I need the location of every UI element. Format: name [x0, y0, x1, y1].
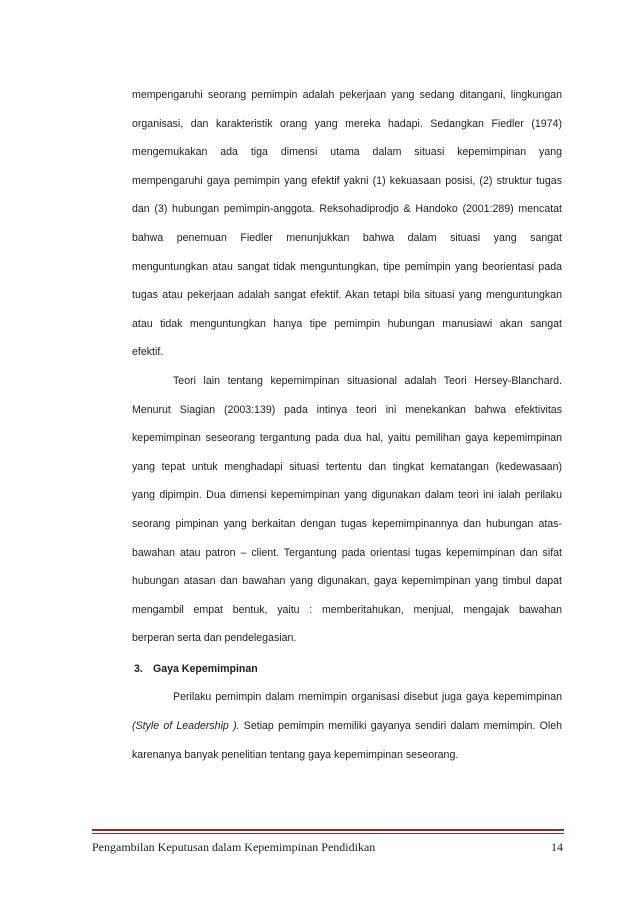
text-line: hubungan atasan dan bawahan yang digunakan, gaya kepemimpinan yang timbul dapat [132, 575, 562, 588]
footer-rule-thick [92, 829, 564, 831]
text-line: berperan serta dan pendelegasian. [132, 632, 297, 645]
text-line: bawahan atau patron – client. Tergantung pada orientasi tugas kepemimpinan dan sifat [132, 546, 562, 559]
text-line: menguntungkan atau sangat tidak menguntungkan, tipe pemimpin yang beorientasi pada [132, 260, 562, 273]
text-line: Teori lain tentang kepemimpinan situasional adalah Teori Hersey-Blanchard. [173, 374, 562, 387]
paragraph-fiedler [132, 88, 562, 374]
text-line: yang tepat untuk menghadapi situasi tertentu dan tingkat kematangan (kedewasaan) [132, 460, 562, 473]
text-line: atau tidak menguntungkan hanya tipe pemimpin hubungan manusiawi akan sangat [132, 317, 562, 330]
paragraph-gaya-kepemimpinan [132, 690, 562, 776]
italic-term: (Style of Leadership ). [132, 720, 240, 733]
text-line: mengambil empat bentuk, yaitu : memberitahukan, menjual, mengajak bawahan [132, 603, 562, 616]
text-line: kepemimpinan seseorang tergantung pada dua hal, yaitu pemilihan gaya kepemimpinan [132, 432, 562, 445]
section-number: 3. [134, 662, 143, 675]
section-heading [132, 662, 562, 691]
text-line [132, 719, 562, 748]
text-line: Menurut Siagian (2003:139) pada intinya teori ini menekankan bahwa efektivitas [132, 403, 562, 416]
text-span: Setiap pemimpin memiliki gayanya sendiri dalam memimpin. Oleh [239, 720, 562, 733]
page-number: 14 [551, 840, 563, 854]
text-line: seorang pimpinan yang berkaitan dengan tugas kepemimpinannya dan hubungan atas- [132, 517, 562, 530]
text-line: Perilaku pemimpin dalam memimpin organisasi disebut juga gaya kepemimpinan [173, 691, 562, 704]
text-line: dan (3) hubungan pemimpin-anggota. Reksohadiprodjo & Handoko (2001:289) mencatat [132, 203, 562, 216]
text-line: bahwa penemuan Fiedler menunjukkan bahwa dalam situasi yang sangat [132, 231, 562, 244]
text-line: organisasi, dan karakteristik orang yang mereka hadapi. Sedangkan Fiedler (1974) [132, 117, 562, 130]
text-line: mempengaruhi gaya pemimpin yang efektif yakni (1) kekuasaan posisi, (2) struktur tugas [132, 174, 562, 187]
text-line: mempengaruhi seorang pemimpin adalah pekerjaan yang sedang ditangani, lingkungan [132, 89, 562, 101]
paragraph-hersey-blanchard [132, 374, 562, 660]
text-line: karenanya banyak penelitian tentang gaya kepemimpinan seseorang. [132, 748, 459, 761]
footer-document-title: Pengambilan Keputusan dalam Kepemimpinan Pendidikan [92, 840, 376, 854]
footer-rule-thin [92, 833, 564, 834]
page-body [132, 88, 562, 776]
text-line: mengemukakan ada tiga dimensi utama dalam situasi kepemimpinan yang [132, 146, 562, 159]
text-line: tugas atau pekerjaan adalah sangat efektif. Akan tetapi bila situasi yang menguntungkan [132, 289, 562, 302]
text-line: yang dipimpin. Dua dimensi kepemimpinan yang digunakan dalam teori ini ialah perilaku [132, 489, 562, 502]
text-line: efektif. [132, 346, 164, 359]
section-title: Gaya Kepemimpinan [152, 662, 258, 675]
